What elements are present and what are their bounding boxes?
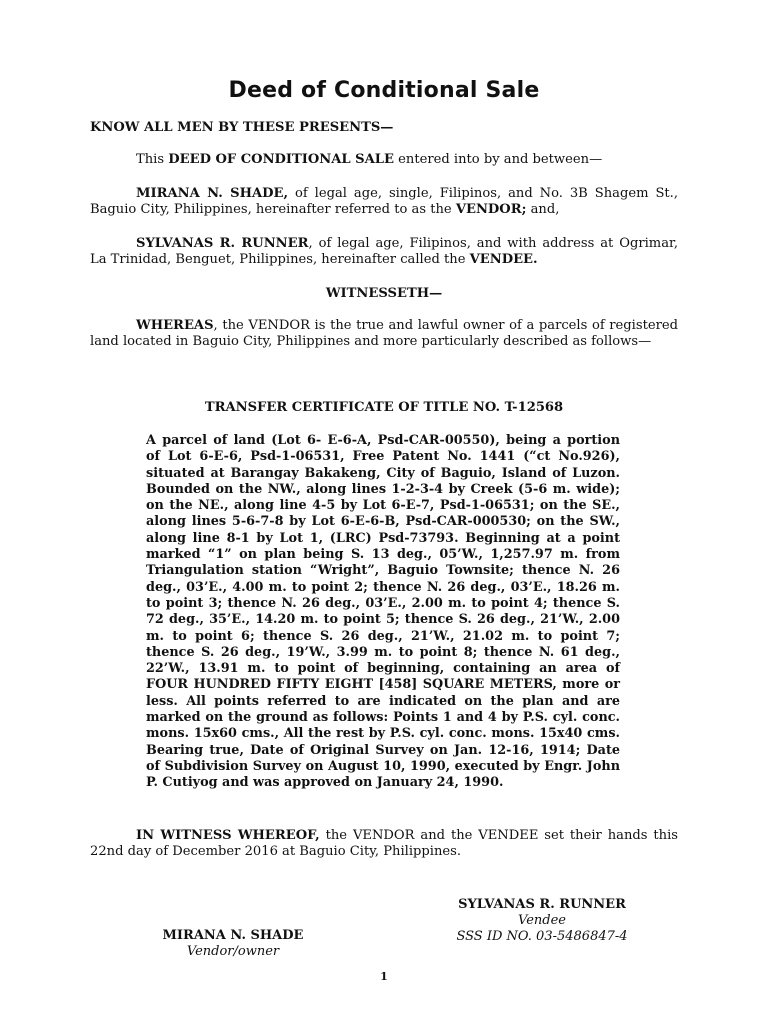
land-description: A parcel of land (Lot 6- E-6-A, Psd-CAR-00550), being a portion of Lot 6-E-6, Psd-1-06531, Free Patent No. 1441 (“ct No.926), situated at Barangay Bakakeng, City of Baguio, Island of Luzon. Bounded on the NW., along lines 1-2-3-4 by Creek (5-6 m. wide); on the NE., along line 4-5 by Lot 6-E-7, Psd-1-06531; on the SE., along lines 5-6-7-8 by Lot 6-E-6-B, Psd-CAR-000530; on the SW., along line 8-1 by Lot 1, (LRC) Psd-73793. Beginning at a point marked “1” on plan being S. 13 deg., 05’W., 1,257.97 m. from Triangulation station “Wright”, Baguio Townsite; thence N. 26 deg., 03’E., 4.00 m. to point 2; thence N. 26 deg., 03’E., 18.26 m. to point 3; thence N. 26 deg., 03’E., 2.00 m. to point 4; thence S. 72 deg., 35’E., 14.20 m. to point 5; thence S. 26 deg., 21’W., 2.00 m. to point 6; thence S. 26 deg., 21’W., 21.02 m. to point 7; thence S. 26 deg., 19’W., 3.99 m. to point 8; thence N. 61 deg., 22’W., 13.91 m. to point of beginning, containing an area of FOUR HUNDRED FIFTY EIGHT [458] SQUARE METERS, more or less. All points referred to are indicated on the plan and are marked on the ground as follows: Points 1 and 4 by P.S. cyl. conc. mons. 15x60 cms., All the rest by P.S. cyl. conc. mons. 15x40 cms. Bearing true, Date of Original Survey on Jan. 12-16, 1914; Date of Subdivision Survey on August 10, 1990, executed by Engr. John P. Cutiyog and was approved on January 24, 1990. <box>146 433 620 791</box>
in-witness-bold: IN WITNESS WHEREOF, <box>136 828 320 843</box>
vendor-signature-block <box>138 928 328 960</box>
intro-post: entered into by and between— <box>393 152 603 167</box>
intro-bold: DEED OF CONDITIONAL SALE <box>168 152 394 167</box>
vendee-role: VENDEE. <box>469 252 538 267</box>
vendee-paragraph <box>90 236 678 268</box>
whereas-text: , the VENDOR is the true and lawful owner of a parcels of registered land located in Baguio City, Philippines and more particularly described as follows— <box>90 318 678 349</box>
page-number: 1 <box>380 970 388 983</box>
vendor-end: and, <box>526 202 560 217</box>
vendee-text: , of legal age, Filipinos, and with address at Ogrimar, La Trinidad, Benguet, Philippines, hereinafter called the <box>90 236 678 267</box>
vendee-signature-block <box>436 897 648 945</box>
know-all-heading: KNOW ALL MEN BY THESE PRESENTS— <box>90 120 394 135</box>
whereas-bold: WHEREAS <box>136 318 214 333</box>
vendor-signature-name: MIRANA N. SHADE <box>162 928 304 943</box>
vendor-paragraph <box>90 186 678 218</box>
in-witness-text: the VENDOR and the VENDEE set their hands this 22nd day of December 2016 at Baguio City, Philippines. <box>90 828 678 859</box>
vendee-signature-name: SYLVANAS R. RUNNER <box>458 897 626 912</box>
whereas-paragraph <box>90 318 678 350</box>
tct-heading: TRANSFER CERTIFICATE OF TITLE NO. T-12568 <box>204 400 564 415</box>
vendor-role: VENDOR; <box>455 202 527 217</box>
witnesseth-heading: WITNESSETH— <box>325 286 443 301</box>
vendor-signature-role: Vendor/owner <box>186 944 280 959</box>
vendee-signature-role: Vendee <box>518 913 566 928</box>
vendee-sss-id: SSS ID NO. 03-5486847-4 <box>456 929 628 944</box>
in-witness-paragraph <box>90 828 678 860</box>
vendor-name: MIRANA N. SHADE, <box>136 186 289 201</box>
document-title: Deed of Conditional Sale <box>228 78 540 103</box>
intro-paragraph <box>90 152 678 168</box>
vendor-text: of legal age, single, Filipinos, and No. 3B Shagem St., Baguio City, Philippines, hereinafter referred to as the <box>90 186 679 217</box>
intro-pre: This <box>136 152 169 167</box>
vendee-name: SYLVANAS R. RUNNER <box>136 236 309 251</box>
